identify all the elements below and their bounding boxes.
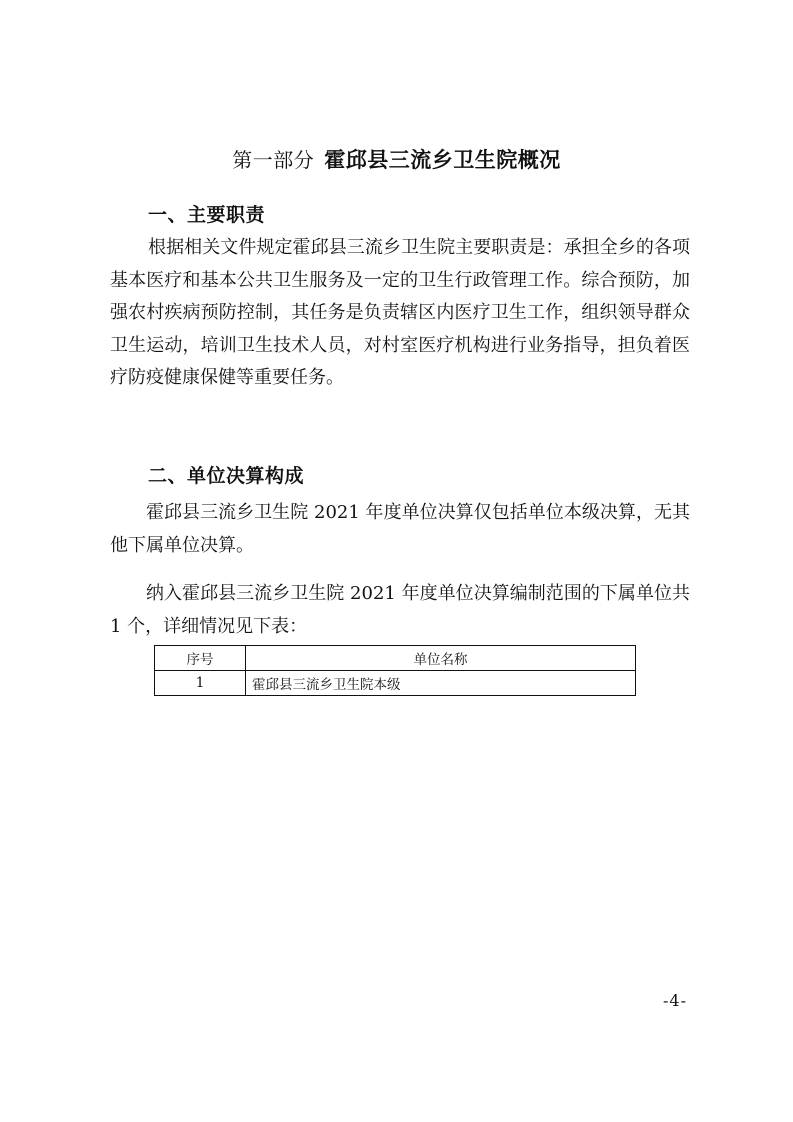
page-title [0, 144, 793, 174]
composition-paragraph-1: 霍邱县三流乡卫生院 2021 年度单位决算仅包括单位本级决算，无其他下属单位决算。 [110, 502, 690, 556]
column-header-name: 单位名称 [246, 646, 636, 671]
composition-paragraph-2: 纳入霍邱县三流乡卫生院 2021 年度单位决算编制范围的下属单位共 1 个，详细情况见下表： [110, 583, 690, 637]
duties-paragraph: 根据相关文件规定霍邱县三流乡卫生院主要职责是：承担全乡的各项基本医疗和基本公共卫生服务及一定的卫生行政管理工作。综合预防，加强农村疾病预防控制，其任务是负责辖区内医疗卫生工作，组织领导群众卫生运动，培训卫生技术人员，对村室医疗机构进行业务指导，担负着医疗防疫健康保健等重要任务。 [110, 237, 690, 389]
table-cell-name: 霍邱县三流乡卫生院本级 [246, 671, 636, 696]
section-heading-composition: 二、单位决算构成 [148, 465, 305, 487]
table-header-row [155, 646, 636, 671]
title-main: 霍邱县三流乡卫生院概况 [324, 148, 561, 172]
column-header-no: 序号 [155, 646, 246, 671]
table-row [155, 671, 636, 696]
units-table [154, 645, 636, 696]
title-prefix: 第一部分 [232, 148, 315, 172]
table-cell-no: 1 [155, 671, 246, 696]
section-heading-duties: 一、主要职责 [148, 204, 266, 226]
page-number: -4- [663, 991, 687, 1010]
